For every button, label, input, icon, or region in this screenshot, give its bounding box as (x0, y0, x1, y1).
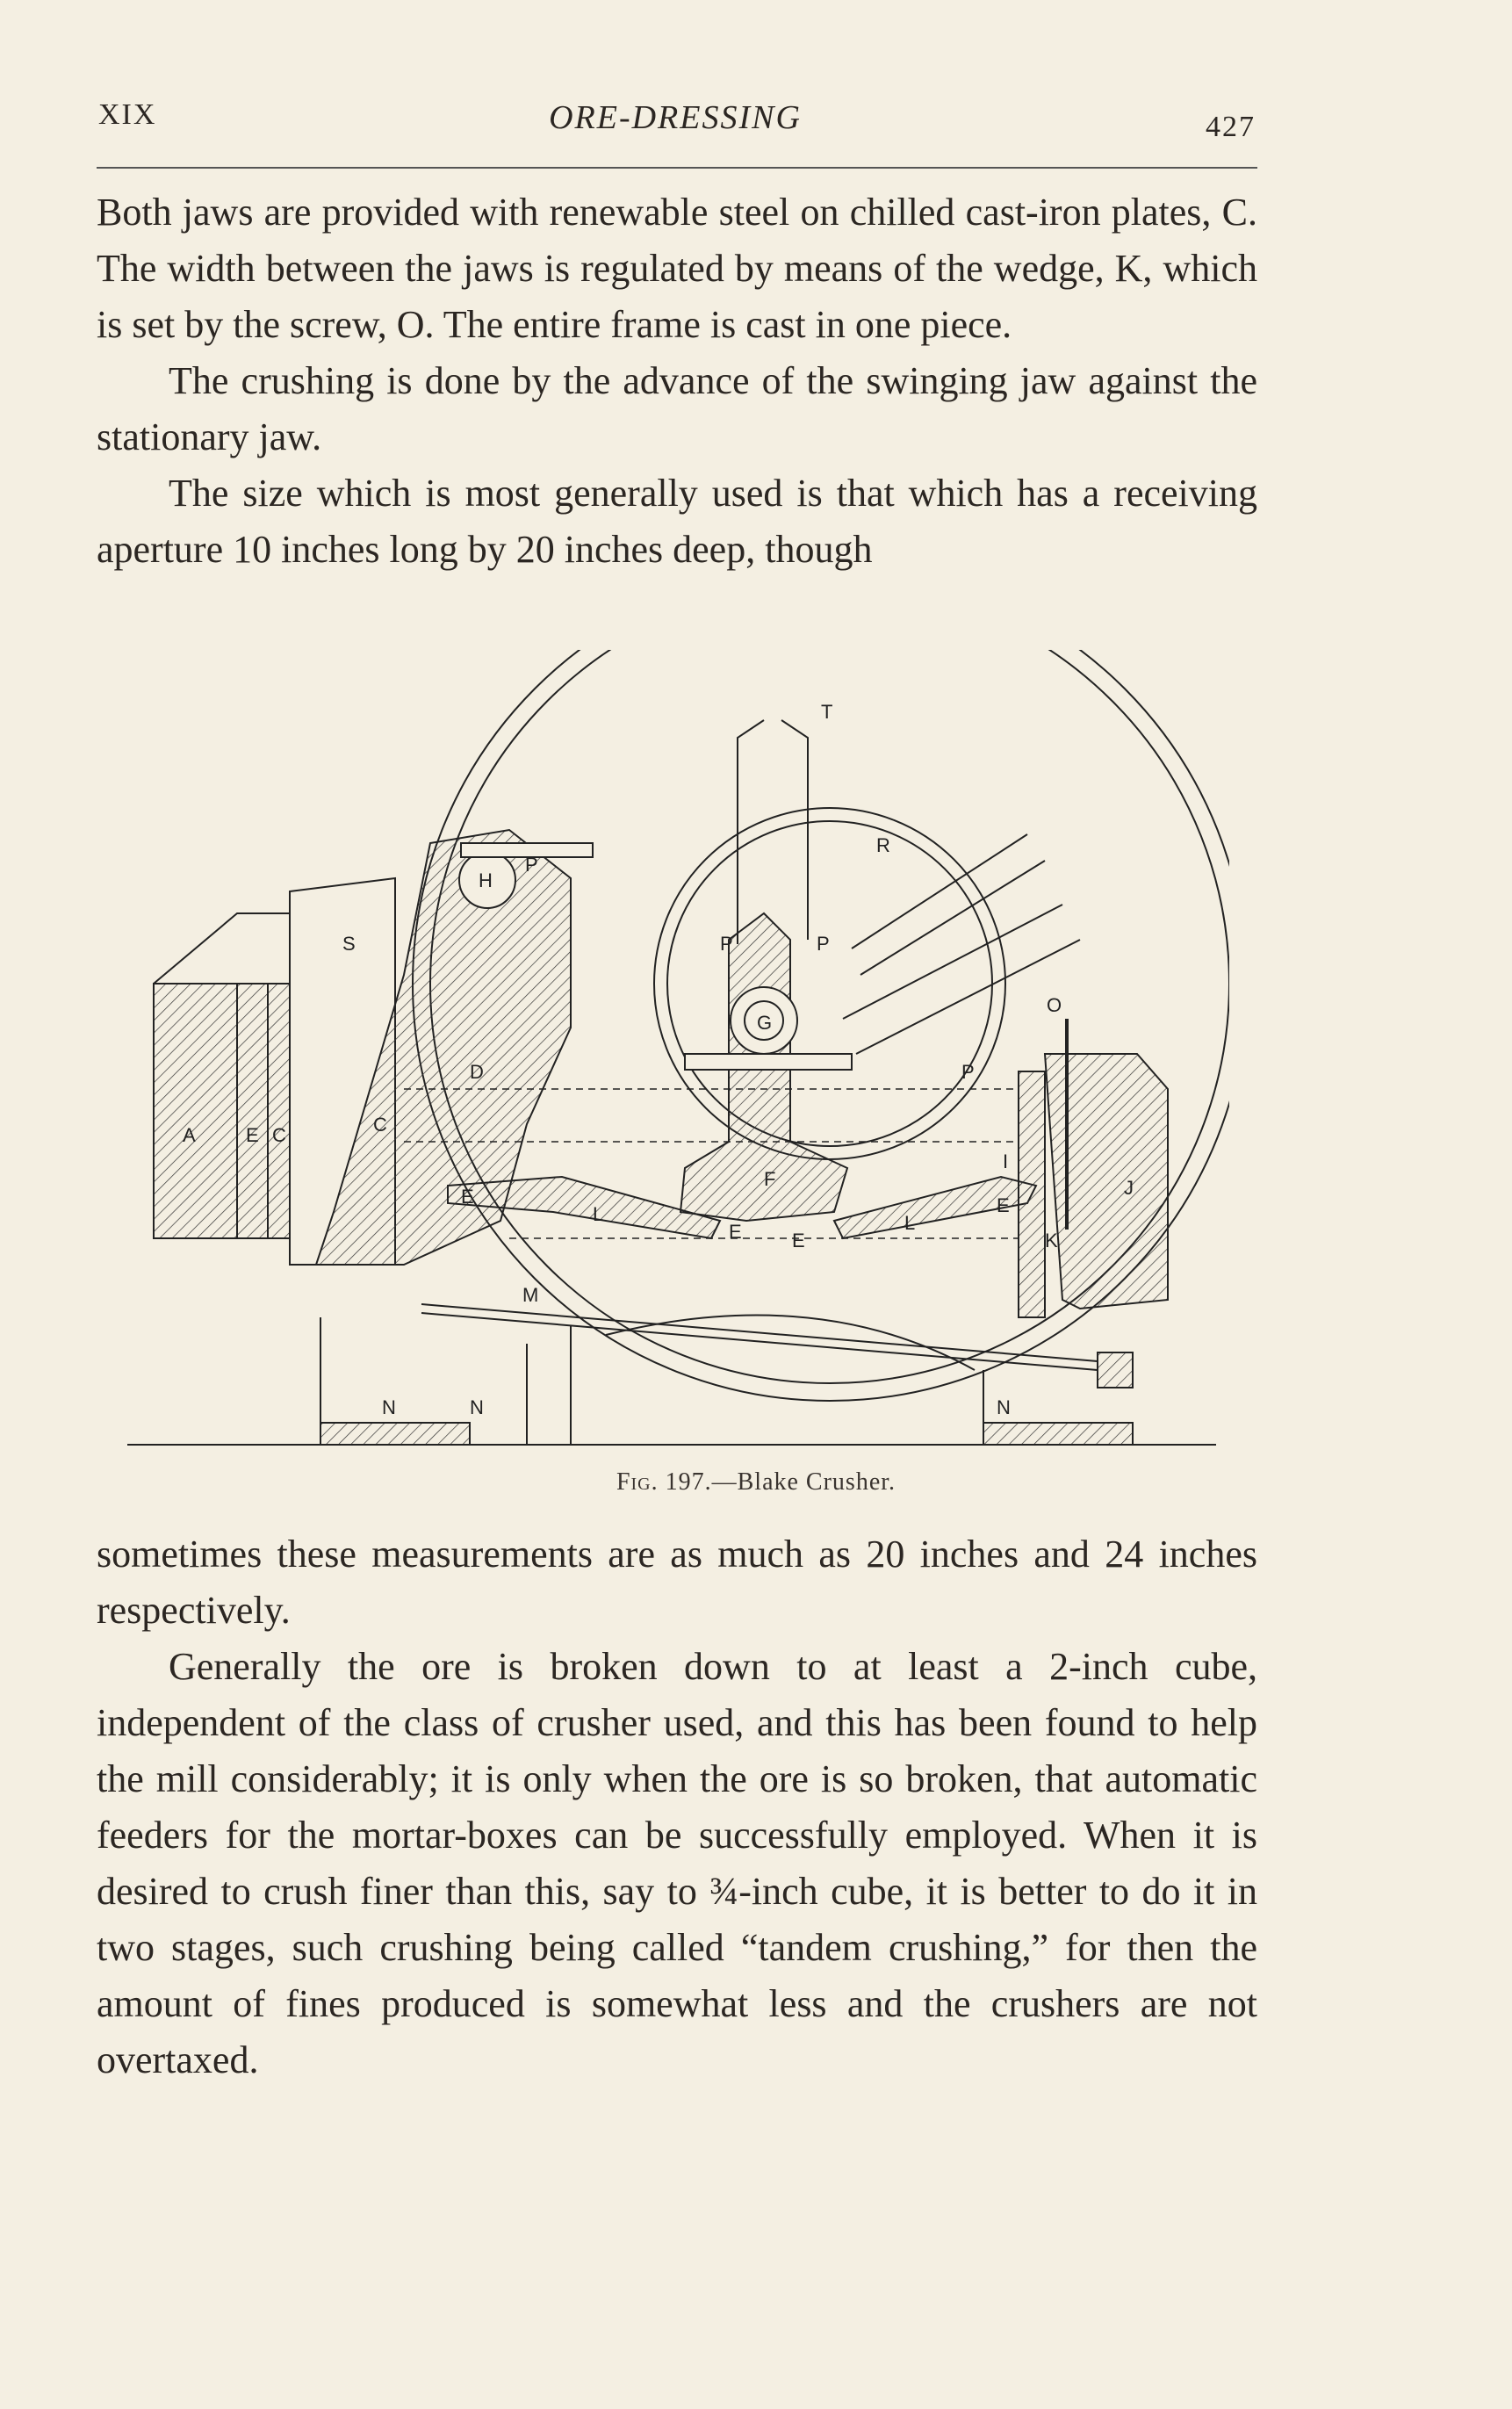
text-block-bottom (97, 1526, 1257, 2088)
rod-spring (1098, 1352, 1133, 1388)
paragraph: The crushing is done by the advance of the swinging jaw against the stationary jaw. (97, 359, 1257, 458)
label-r: R (876, 834, 890, 856)
frame-end-j (1045, 1054, 1168, 1309)
label-p: P (961, 1061, 975, 1083)
tension-rod-m (421, 1304, 1098, 1370)
label-c: C (272, 1124, 286, 1146)
chapter-number: XIX (98, 98, 157, 131)
stationary-jaw-frame (154, 984, 237, 1238)
flywheel-lower-arc (606, 1316, 975, 1371)
label-f: F (764, 1168, 776, 1190)
label-e: E (792, 1230, 805, 1251)
figure-caption (0, 1468, 1512, 1497)
label-n: N (382, 1396, 396, 1418)
label-d: D (470, 1061, 484, 1083)
running-title: ORE-DRESSING (549, 99, 802, 136)
label-p: P (817, 933, 830, 955)
paragraph: The size which is most generally used is that which has a receiving aperture 10 inches long by 20 inches deep, though (97, 472, 1257, 571)
label-c: C (373, 1114, 387, 1136)
blake-crusher-figure (114, 650, 1229, 1458)
label-e: E (729, 1221, 742, 1243)
label-l: L (593, 1203, 604, 1225)
label-p: P (720, 933, 733, 955)
label-i: I (1003, 1150, 1009, 1172)
label-t: T (821, 701, 833, 723)
paragraph: Generally the ore is broken down to at least a 2-inch cube, independent of the class of crusher used, and this has been found to help the mill considerably; it is only when the ore is so broken, that automatic feeders for the mortar-boxes can be successfully employed. When it is desired to crush finer than this, say to ¾-inch cube, it is better to do it in two stages, such crushing being called “tandem crushing,” for then the amount of fines produced is somewhat less and the crushers are not overtaxed. (97, 1645, 1257, 2081)
label-s: S (342, 933, 356, 955)
running-header (95, 98, 1256, 151)
label-j: J (1124, 1177, 1134, 1199)
label-m: M (522, 1284, 539, 1306)
caption-text: 197.—Blake Crusher. (665, 1468, 896, 1496)
label-h: H (479, 869, 493, 891)
foundation-right (983, 1423, 1133, 1445)
header-rule (97, 167, 1257, 169)
label-e: E (997, 1194, 1010, 1216)
spoke (843, 905, 1080, 1054)
label-o: O (1047, 994, 1062, 1016)
label-e: E (246, 1124, 259, 1146)
pulley (654, 808, 1005, 1159)
label-n: N (470, 1396, 484, 1418)
label-g: G (757, 1012, 773, 1034)
paragraph: sometimes these measurements are as much as 20 inches and 24 inches respectively. (97, 1533, 1257, 1632)
paragraph: Both jaws are provided with renewable steel on chilled cast-iron plates, C. The width between the jaws is regulated by means of the wedge, K, which is set by the screw, O. The entire frame is cast in one piece. (97, 191, 1257, 346)
text-block-top (97, 184, 1257, 578)
label-p: P (525, 854, 538, 876)
crusher-diagram (114, 650, 1229, 1458)
label-l: L (904, 1212, 916, 1234)
label-k: K (1045, 1230, 1058, 1251)
frame-top (154, 913, 299, 984)
foundation-left (320, 1423, 470, 1445)
label-a: A (183, 1124, 196, 1146)
caption-prefix: Fig. (616, 1468, 659, 1496)
shaft-bearing (685, 1054, 852, 1070)
page-number: 427 (1206, 111, 1256, 143)
label-e: E (461, 1186, 474, 1208)
label-n: N (997, 1396, 1011, 1418)
wedge-k (1019, 1071, 1045, 1317)
